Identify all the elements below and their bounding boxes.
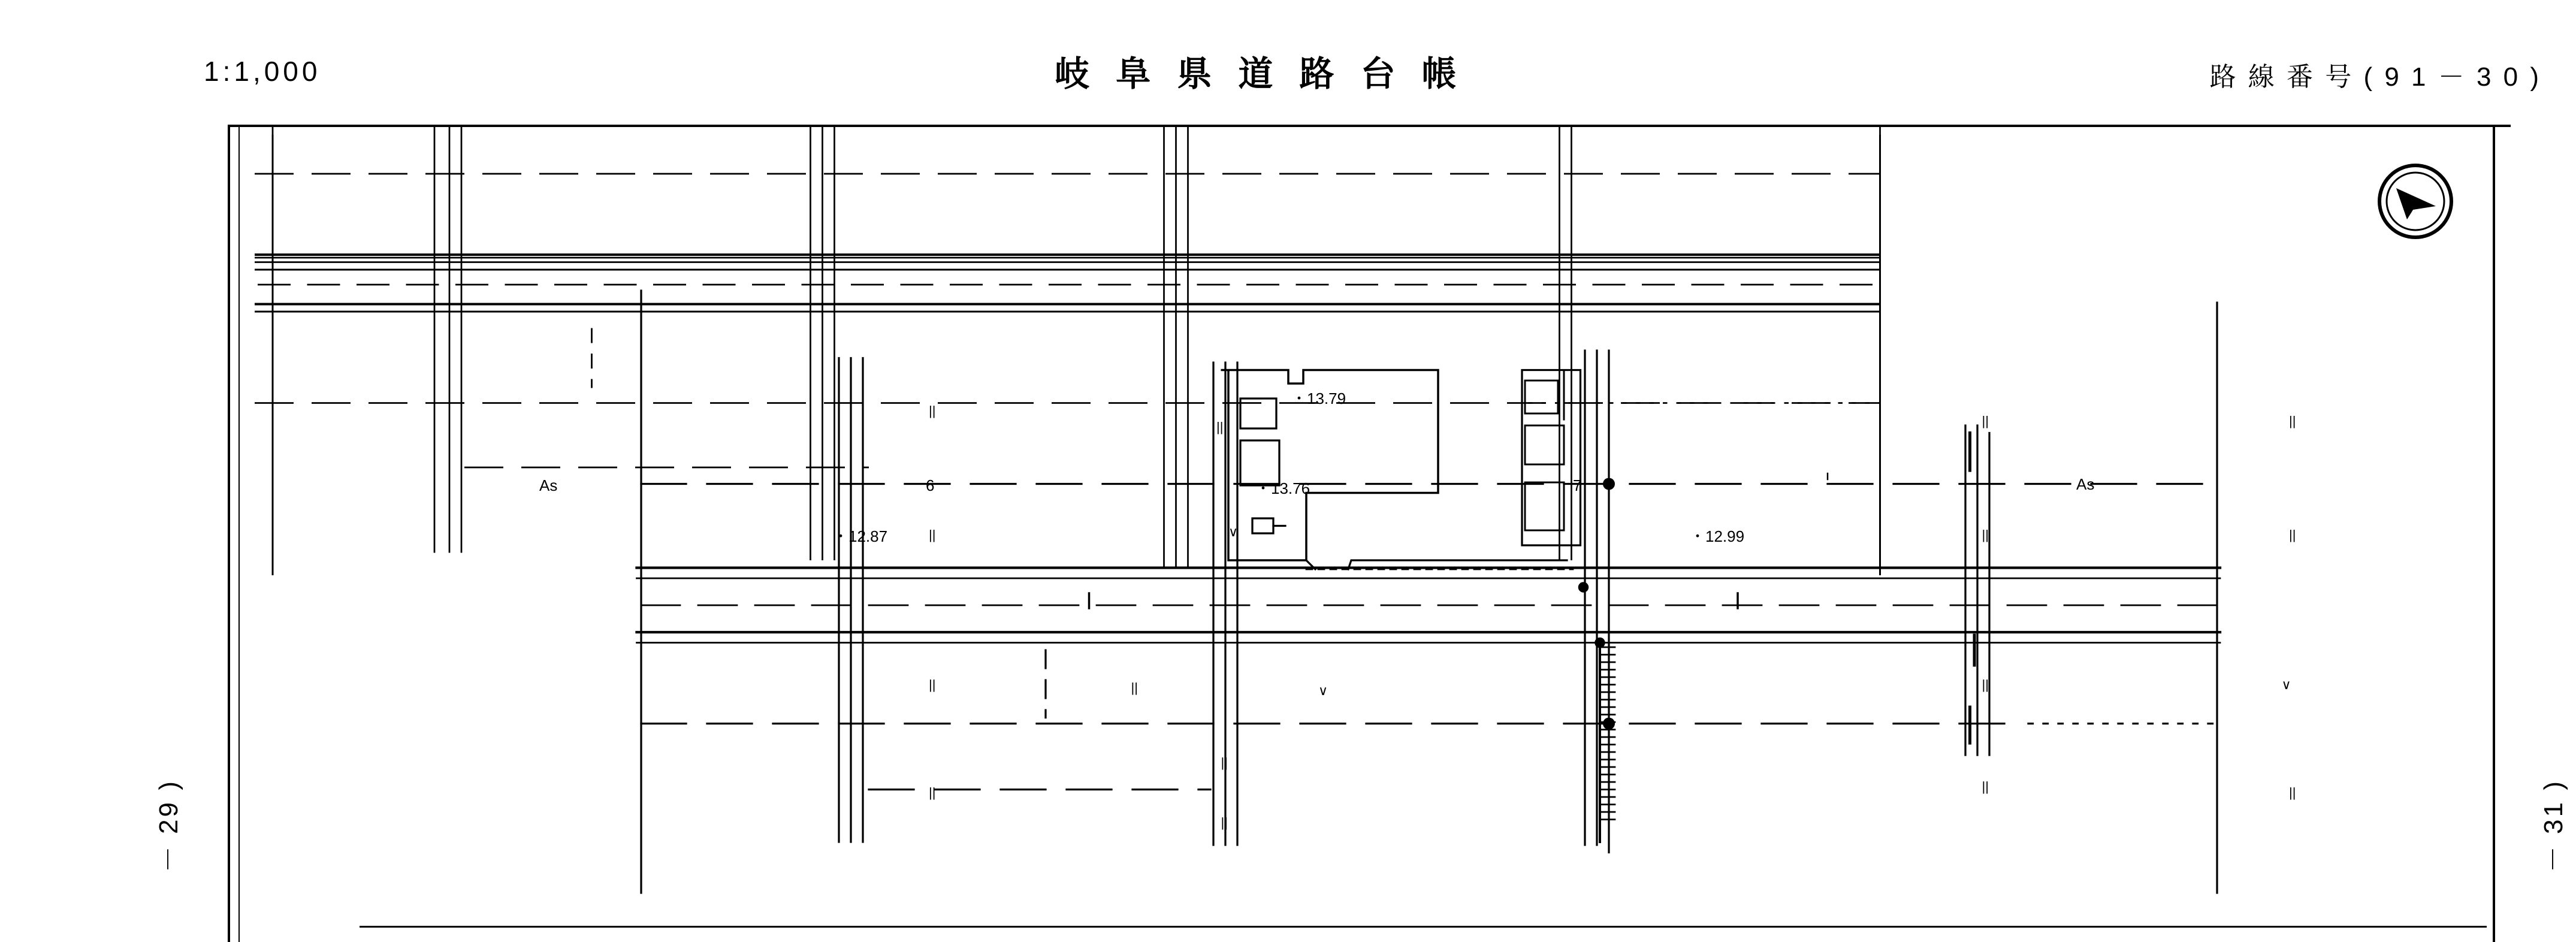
route-number-label: 路 線 番 号 ( 9 1 － 3 0 ): [2209, 62, 2541, 92]
page-marker-right: － 31 ): [2539, 779, 2568, 873]
tree-symbol: ∨: [1318, 683, 1328, 698]
sheet-header: [0, 0, 2576, 120]
map-vectors: [240, 126, 2493, 926]
field-symbol: ||: [2289, 527, 2296, 542]
field-symbol: ||: [2289, 785, 2296, 800]
field-symbol: ||: [929, 527, 936, 542]
page-title: 岐 阜 県 道 路 台 帳: [1055, 55, 1465, 93]
pavement-label-right: As: [2076, 475, 2095, 493]
sheet-bottom-rule: [360, 926, 2487, 928]
elevation-label-12-87: ・12.87: [833, 527, 888, 545]
field-symbol: ||: [1221, 815, 1228, 830]
elevation-label-13-76: ・13.76: [1255, 479, 1310, 497]
field-symbol: ||: [1131, 680, 1138, 695]
sheet-frame-right: [2493, 125, 2495, 942]
tree-symbol: ∨: [2281, 677, 2291, 692]
field-symbol: ||: [1595, 677, 1602, 692]
field-symbol: ||: [929, 677, 936, 692]
field-symbol: ||: [929, 403, 936, 418]
elevation-label-12-99: ・12.99: [1690, 527, 1745, 545]
field-symbol: ||: [1982, 527, 1989, 542]
station-label-7: 7: [1573, 476, 1582, 494]
station-label-6: 6: [926, 476, 935, 494]
tree-symbol: ∨: [1228, 524, 1239, 539]
field-symbol: ||: [1982, 677, 1989, 692]
field-symbol: ||: [929, 785, 936, 800]
elevation-label-13-79: ・13.79: [1291, 390, 1346, 407]
field-symbol: ||: [1982, 413, 1989, 428]
field-symbol: ||: [1216, 419, 1224, 434]
field-symbol: ||: [1982, 779, 1989, 794]
page-marker-left: － 29 ): [154, 779, 183, 873]
field-symbol: ||: [1221, 755, 1228, 770]
scale-label: 1:1,000: [204, 56, 321, 87]
pavement-label-left: As: [539, 476, 558, 494]
field-symbol: ||: [2289, 413, 2296, 428]
field-symbol: ||: [1595, 779, 1602, 794]
